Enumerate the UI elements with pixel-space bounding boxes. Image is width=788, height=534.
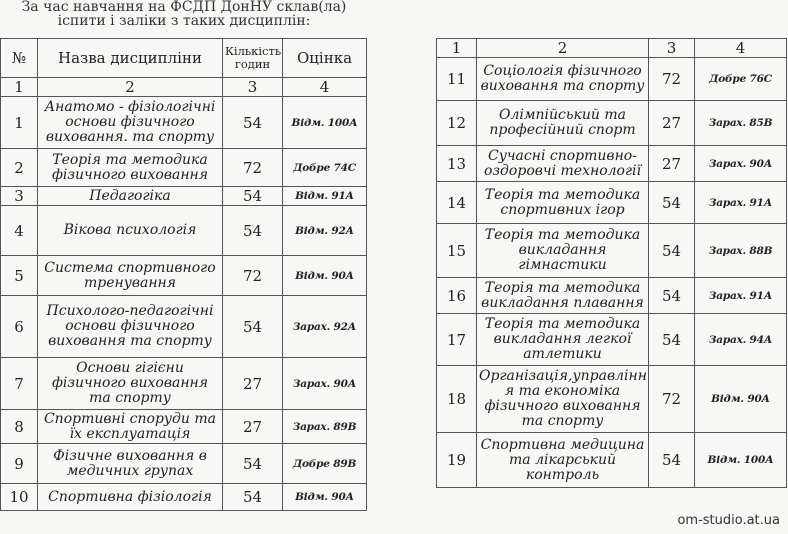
discipline-name: Олімпійський та професійний спорт	[477, 101, 649, 146]
table-row	[437, 182, 787, 224]
grade-value: Зарах. 90А	[283, 358, 367, 410]
grade-value: Відм. 100А	[695, 433, 787, 488]
grade-value: Зарах. 89В	[283, 410, 367, 444]
hours-value: 72	[223, 149, 283, 187]
discipline-name: Спортивна фізіологія	[38, 484, 223, 511]
column-number: 4	[695, 39, 787, 58]
column-number-row	[437, 39, 787, 58]
discipline-name: Фізичне виховання в медичних групах	[38, 444, 223, 484]
hours-value: 54	[649, 278, 695, 314]
grade-value: Зарах. 85В	[695, 101, 787, 146]
discipline-name: Система спортивного тренування	[38, 256, 223, 296]
grade-value: Відм. 92А	[283, 206, 367, 256]
grade-value: Зарах. 92А	[283, 296, 367, 358]
row-number: 2	[1, 149, 38, 187]
discipline-name: Педагогіка	[38, 187, 223, 206]
grade-value: Зарах. 88В	[695, 224, 787, 278]
discipline-name: Спортивні споруди та їх експлуатація	[38, 410, 223, 444]
table-row	[1, 444, 367, 484]
table-row	[437, 278, 787, 314]
discipline-name: Організація,управлінн я та економіка фізичного виховання та спорту	[477, 366, 649, 433]
grade-value: Добре 89В	[283, 444, 367, 484]
discipline-name: Психолого-педагогічні основи фізичного виховання та спорту	[38, 296, 223, 358]
row-number: 19	[437, 433, 477, 488]
table-row	[1, 97, 367, 149]
hours-value: 72	[649, 366, 695, 433]
grade-value: Відм. 90А	[283, 484, 367, 511]
hours-value: 54	[223, 206, 283, 256]
heading-line-2: іспити і заліки з таких дисциплін:	[57, 13, 311, 29]
hours-value: 54	[649, 314, 695, 366]
grade-value: Зарах. 91А	[695, 182, 787, 224]
header-hours: Кількість годин	[223, 39, 283, 78]
grades-table-left	[0, 38, 367, 511]
header-discipline-name: Назва дисципліни	[38, 39, 223, 78]
hours-value: 27	[223, 410, 283, 444]
row-number: 9	[1, 444, 38, 484]
column-number: 2	[38, 78, 223, 97]
discipline-name: Теорія та методика викладання легкої атлетики	[477, 314, 649, 366]
table-row	[437, 314, 787, 366]
header-grade: Оцінка	[283, 39, 367, 78]
row-number: 1	[1, 97, 38, 149]
column-number: 1	[1, 78, 38, 97]
table-row	[437, 101, 787, 146]
hours-value: 54	[649, 224, 695, 278]
row-number: 16	[437, 278, 477, 314]
hours-value: 72	[223, 256, 283, 296]
hours-value: 27	[649, 146, 695, 182]
table-row	[1, 256, 367, 296]
hours-value: 54	[649, 182, 695, 224]
discipline-name: Спортивна медицина та лікарський контроль	[477, 433, 649, 488]
header-number: №	[1, 39, 38, 78]
column-number: 3	[649, 39, 695, 58]
hours-value: 54	[223, 187, 283, 206]
table-row	[1, 149, 367, 187]
discipline-name: Основи гігієни фізичного виховання та спорту	[38, 358, 223, 410]
grades-table-right	[436, 38, 787, 488]
column-number: 2	[477, 39, 649, 58]
row-number: 15	[437, 224, 477, 278]
column-number: 1	[437, 39, 477, 58]
hours-value: 54	[223, 484, 283, 511]
watermark-text: om-studio.at.ua	[677, 513, 780, 528]
discipline-name: Вікова психологія	[38, 206, 223, 256]
grade-value: Відм. 100А	[283, 97, 367, 149]
table-row	[1, 358, 367, 410]
discipline-name: Анатомо - фізіологічні основи фізичного виховання. та спорту	[38, 97, 223, 149]
row-number: 4	[1, 206, 38, 256]
hours-value: 54	[223, 97, 283, 149]
grade-value: Зарах. 94А	[695, 314, 787, 366]
discipline-name: Теорія та методика викладання плавання	[477, 278, 649, 314]
column-number-row	[1, 78, 367, 97]
discipline-name: Сучасні спортивно-оздоровчі технології	[477, 146, 649, 182]
grade-value: Відм. 90А	[695, 366, 787, 433]
document-heading	[0, 0, 368, 28]
row-number: 14	[437, 182, 477, 224]
row-number: 10	[1, 484, 38, 511]
row-number: 13	[437, 146, 477, 182]
table-row	[437, 433, 787, 488]
table-row	[437, 146, 787, 182]
table-row	[1, 484, 367, 511]
grade-value: Зарах. 91А	[695, 278, 787, 314]
hours-value: 27	[223, 358, 283, 410]
hours-value: 72	[649, 58, 695, 101]
table-row	[1, 187, 367, 206]
grade-value: Зарах. 90А	[695, 146, 787, 182]
grade-value: Добре 76С	[695, 58, 787, 101]
column-number: 4	[283, 78, 367, 97]
grade-value: Відм. 90А	[283, 256, 367, 296]
table-row	[437, 366, 787, 433]
heading-line-1: За час навчання на ФСДП ДонНУ склав(ла)	[21, 0, 347, 15]
hours-value: 27	[649, 101, 695, 146]
discipline-name: Соціологія фізичного виховання та спорту	[477, 58, 649, 101]
table-row	[1, 206, 367, 256]
table-row	[1, 296, 367, 358]
table-row	[437, 58, 787, 101]
table-row	[1, 410, 367, 444]
discipline-name: Теорія та методика викладання гімнастики	[477, 224, 649, 278]
row-number: 3	[1, 187, 38, 206]
discipline-name: Теорія та методика спортивних ігор	[477, 182, 649, 224]
row-number: 18	[437, 366, 477, 433]
row-number: 8	[1, 410, 38, 444]
row-number: 7	[1, 358, 38, 410]
discipline-name: Теорія та методика фізичного виховання	[38, 149, 223, 187]
hours-value: 54	[223, 296, 283, 358]
column-number: 3	[223, 78, 283, 97]
grade-value: Відм. 91А	[283, 187, 367, 206]
hours-value: 54	[223, 444, 283, 484]
row-number: 17	[437, 314, 477, 366]
row-number: 11	[437, 58, 477, 101]
row-number: 5	[1, 256, 38, 296]
hours-value: 54	[649, 433, 695, 488]
table-row	[437, 224, 787, 278]
row-number: 12	[437, 101, 477, 146]
row-number: 6	[1, 296, 38, 358]
grade-value: Добре 74С	[283, 149, 367, 187]
